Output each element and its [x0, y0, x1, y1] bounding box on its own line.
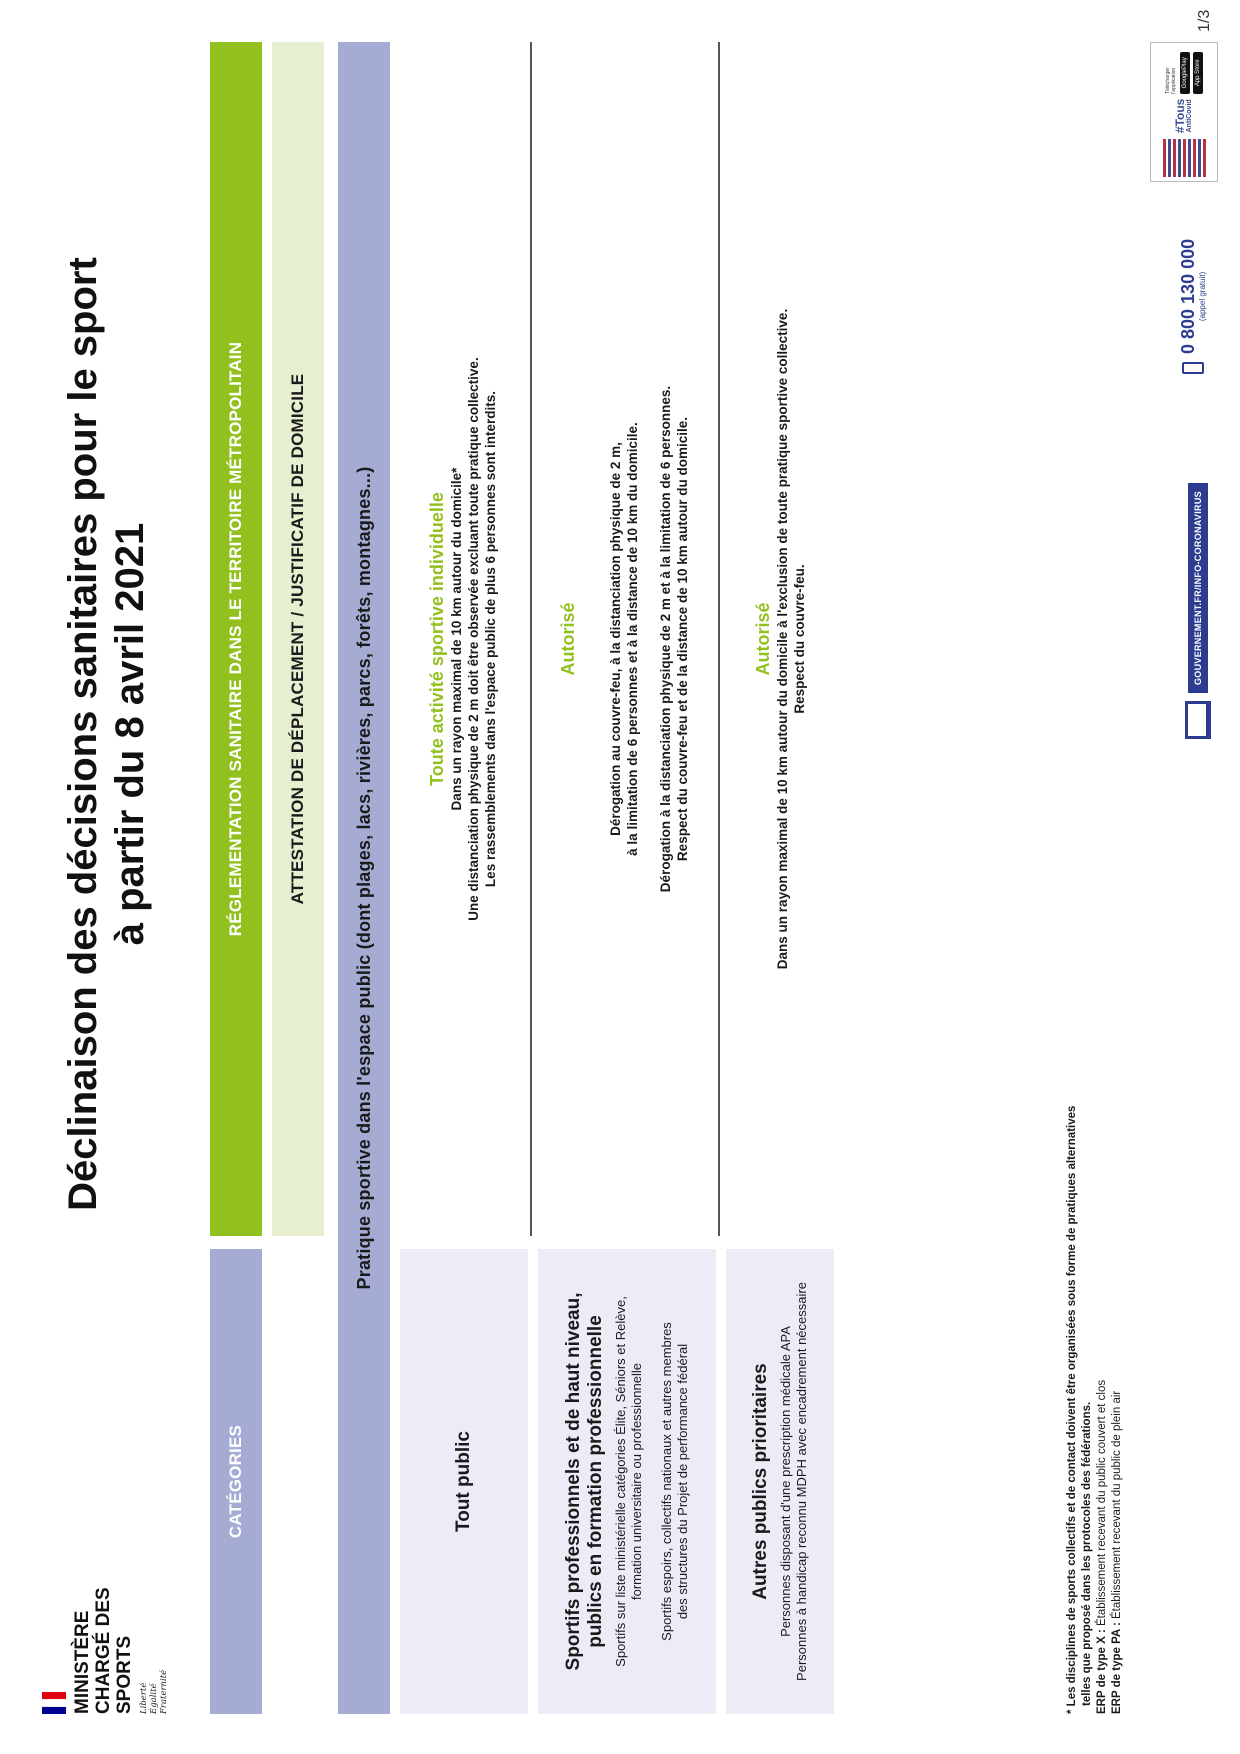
rule-line: Dérogation au couvre-feu, à la distanciation physique de 2 m, [608, 442, 623, 836]
tac-hash: #Tous [1172, 98, 1187, 134]
category-title: Tout public [453, 1431, 474, 1532]
rule-autres-publics-prioritaires [726, 42, 834, 1236]
phone-icon [1182, 362, 1204, 374]
motto-liberte: Liberté [139, 1682, 149, 1714]
header-attestation: ATTESTATION DE DÉPLACEMENT / JUSTIFICATIF DE DOMICILE [272, 42, 324, 1236]
page-title [60, 234, 154, 1234]
motto-fraternite: Fraternité [159, 1669, 169, 1714]
rule-heading: Autorisé [558, 602, 578, 676]
rule-sportifs-haut-niveau [538, 42, 710, 1236]
rule-line: Dérogation à la distanciation physique de 2 m et à la limitation de 6 personnes. [658, 385, 673, 893]
phone-note: (appel gratuit) [1198, 271, 1207, 322]
title-line-2: à partir du 8 avril 2021 [108, 522, 152, 946]
rule-line: Dans un rayon maximal de 10 km autour du domicile* [449, 467, 464, 811]
ministry-line-2: CHARGÉ DES SPORTS [93, 1587, 135, 1714]
rule-line: Respect du couvre-feu. [792, 564, 807, 714]
ministry-name [72, 1524, 135, 1714]
erp-x-text: Établissement recevant du public couvert et clos [1096, 1379, 1108, 1630]
footnote-line: * Les disciplines de sports collectifs et de contact doivent être organisées sous forme de pratiques alternatives [1066, 1105, 1078, 1714]
rule-text [657, 386, 691, 892]
rule-text [607, 422, 641, 856]
tousanticovid-badge[interactable] [1150, 42, 1218, 182]
hotline [1168, 204, 1218, 374]
tac-logo [1172, 97, 1194, 135]
erp-pa-label: ERP de type PA : [1111, 1622, 1123, 1714]
category-description [659, 1322, 691, 1641]
category-desc-line: Sportifs espoirs, collectifs nationaux et autres membres [659, 1322, 674, 1641]
google-play-button[interactable]: GooglePlay [1180, 52, 1190, 94]
footnotes [1065, 954, 1125, 1714]
rule-heading: Toute activité sportive individuelle [427, 492, 447, 786]
category-tout-public [400, 1249, 528, 1714]
row-divider [718, 42, 720, 1236]
republic-motto [139, 1524, 169, 1714]
rule-text [448, 357, 499, 920]
title-line-1: Déclinaison des décisions sanitaires pour le sport [61, 257, 105, 1211]
rule-heading: Autorisé [753, 602, 773, 676]
rule-text [774, 309, 808, 969]
ministry-line-1: MINISTÈRE [72, 1610, 93, 1714]
flag-icon [42, 1692, 66, 1714]
rule-line: Dans un rayon maximal de 10 km autour du domicile à l'exclusion de toute pratique sportive collective. [775, 308, 790, 970]
category-description [613, 1296, 645, 1667]
motto-egalite: Égalité [149, 1683, 159, 1714]
erp-x-note [1095, 954, 1110, 1714]
app-store-button[interactable]: App Store [1193, 52, 1203, 94]
category-description [778, 1282, 810, 1681]
rule-line: Les rassemblements dans l'espace public de plus 6 personnes sont interdits. [483, 390, 498, 888]
page-number: 1/3 [1196, 9, 1213, 32]
category-sportifs-haut-niveau [538, 1249, 716, 1714]
category-title-line: Sportifs professionnels et de haut niveau, [563, 1292, 584, 1671]
erp-pa-text: Établissement recevant du public de plein air [1111, 1390, 1123, 1623]
download-label: Télécharger l'application [1165, 67, 1177, 94]
header-pratique-espace-public: Pratique sportive dans l'espace public (dont plages, lacs, rivières, parcs, forêts, montagnes...) [338, 42, 390, 1714]
computer-icon [1185, 701, 1211, 739]
category-desc-line: Sportifs sur liste ministérielle catégories Élite, Séniors et Relève, [613, 1296, 628, 1667]
erp-x-label: ERP de type X : [1096, 1629, 1108, 1714]
gov-url-badge[interactable]: GOUVERNEMENT.FR/INFO-CORONAVIRUS [1188, 483, 1208, 693]
gov-info-link[interactable] [1178, 419, 1218, 739]
category-desc-line: des structures du Projet de performance fédéral [675, 1343, 690, 1620]
rule-line: Respect du couvre-feu et de la distance de 10 km autour du domicile. [675, 416, 690, 862]
store-badges [1165, 47, 1203, 94]
phone-number[interactable]: 0 800 130 000 [1178, 238, 1198, 354]
footnote-line: telles que proposé dans les protocoles des fédérations. [1081, 1401, 1093, 1706]
qr-code-icon [1162, 139, 1206, 177]
header-categories: CATÉGORIES [210, 1249, 262, 1714]
rule-tout-public [400, 42, 525, 1236]
category-title-line: publics en formation professionnelle [585, 1315, 606, 1648]
category-desc-line: Personnes disposant d'une prescription médicale APA [778, 1326, 793, 1637]
category-title [563, 1293, 607, 1671]
category-desc-line: formation universitaire ou professionnelle [629, 1363, 644, 1601]
category-title: Autres publics prioritaires [750, 1363, 771, 1600]
ministry-logo [42, 1524, 169, 1714]
category-desc-line: Personnes à handicap reconnu MDPH avec encadrement nécessaire [794, 1282, 809, 1681]
category-autres-publics-prioritaires [726, 1249, 834, 1714]
rule-line: à la limitation de 6 personnes et à la distance de 10 km du domicile. [625, 422, 640, 856]
tac-name: AntiCovid [1185, 99, 1193, 133]
erp-pa-note [1110, 954, 1125, 1714]
header-reglementation: RÉGLEMENTATION SANITAIRE DANS LE TERRITOIRE MÉTROPOLITAIN [210, 42, 262, 1236]
row-divider [530, 42, 532, 1236]
rule-line: Une distanciation physique de 2 m doit être observée excluant toute pratique collective. [466, 357, 481, 921]
